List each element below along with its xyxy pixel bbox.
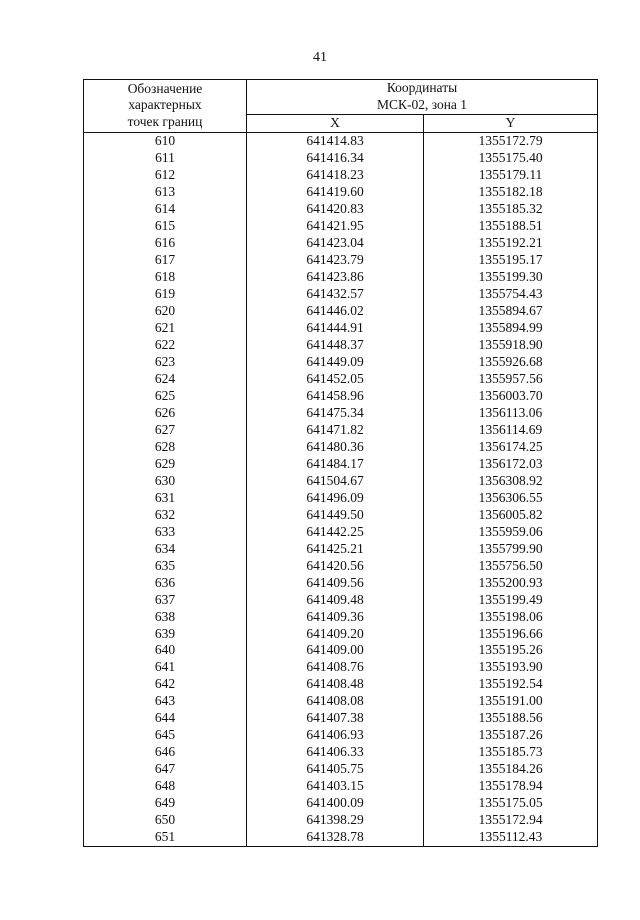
y-coordinate-cell: 1355959.06 (424, 524, 598, 541)
x-coordinate-cell: 641405.75 (247, 761, 424, 778)
point-number-cell: 643 (84, 693, 247, 710)
table-row (84, 609, 598, 626)
x-coordinate-cell: 641407.38 (247, 710, 424, 727)
point-number-cell: 616 (84, 235, 247, 252)
point-number-cell: 627 (84, 422, 247, 439)
y-coordinate-cell: 1355188.51 (424, 218, 598, 235)
y-coordinate-cell: 1355926.68 (424, 354, 598, 371)
x-coordinate-cell: 641423.86 (247, 269, 424, 286)
table-row (84, 337, 598, 354)
x-coordinate-cell: 641442.25 (247, 524, 424, 541)
x-coordinate-cell: 641416.34 (247, 150, 424, 167)
y-coordinate-cell: 1355199.30 (424, 269, 598, 286)
y-coordinate-cell: 1355799.90 (424, 541, 598, 558)
header-y: Y (424, 114, 598, 132)
point-number-cell: 644 (84, 710, 247, 727)
x-coordinate-cell: 641449.50 (247, 507, 424, 524)
y-coordinate-cell: 1355894.99 (424, 320, 598, 337)
y-coordinate-cell: 1355200.93 (424, 575, 598, 592)
y-coordinate-cell: 1355196.66 (424, 626, 598, 643)
point-number-cell: 638 (84, 609, 247, 626)
y-coordinate-cell: 1355756.50 (424, 558, 598, 575)
point-number-cell: 646 (84, 744, 247, 761)
point-number-cell: 633 (84, 524, 247, 541)
y-coordinate-cell: 1355195.26 (424, 642, 598, 659)
y-coordinate-cell: 1355112.43 (424, 829, 598, 846)
point-number-cell: 619 (84, 286, 247, 303)
x-coordinate-cell: 641409.36 (247, 609, 424, 626)
x-coordinate-cell: 641408.76 (247, 659, 424, 676)
table-row (84, 524, 598, 541)
header-coordinates-line: МСК-02, зона 1 (376, 96, 468, 112)
table-row (84, 473, 598, 490)
y-coordinate-cell: 1355191.00 (424, 693, 598, 710)
table-row (84, 541, 598, 558)
point-number-cell: 641 (84, 659, 247, 676)
x-coordinate-cell: 641409.20 (247, 626, 424, 643)
point-number-cell: 615 (84, 218, 247, 235)
header-point-line: характерных (128, 97, 202, 113)
x-coordinate-cell: 641432.57 (247, 286, 424, 303)
x-coordinate-cell: 641448.37 (247, 337, 424, 354)
point-number-cell: 634 (84, 541, 247, 558)
point-number-cell: 614 (84, 201, 247, 218)
header-x: X (247, 114, 424, 132)
y-coordinate-cell: 1355198.06 (424, 609, 598, 626)
table-row (84, 490, 598, 507)
x-coordinate-cell: 641444.91 (247, 320, 424, 337)
table-row (84, 218, 598, 235)
table-row (84, 812, 598, 829)
y-coordinate-cell: 1355175.40 (424, 150, 598, 167)
x-coordinate-cell: 641408.48 (247, 676, 424, 693)
y-coordinate-cell: 1355185.73 (424, 744, 598, 761)
header-coordinates (247, 80, 598, 115)
y-coordinate-cell: 1355192.54 (424, 676, 598, 693)
point-number-cell: 635 (84, 558, 247, 575)
point-number-cell: 628 (84, 439, 247, 456)
table-row (84, 761, 598, 778)
point-number-cell: 648 (84, 778, 247, 795)
x-coordinate-cell: 641414.83 (247, 132, 424, 149)
header-point-line: точек границ (127, 114, 203, 130)
table-row (84, 252, 598, 269)
table-row (84, 150, 598, 167)
y-coordinate-cell: 1355195.17 (424, 252, 598, 269)
y-coordinate-cell: 1355193.90 (424, 659, 598, 676)
y-coordinate-cell: 1356114.69 (424, 422, 598, 439)
header-coordinates-line: Координаты (386, 80, 458, 95)
x-coordinate-cell: 641403.15 (247, 778, 424, 795)
point-number-cell: 612 (84, 167, 247, 184)
y-coordinate-cell: 1355172.79 (424, 132, 598, 149)
point-number-cell: 621 (84, 320, 247, 337)
y-coordinate-cell: 1355957.56 (424, 371, 598, 388)
point-number-cell: 626 (84, 405, 247, 422)
point-number-cell: 651 (84, 829, 247, 846)
x-coordinate-cell: 641452.05 (247, 371, 424, 388)
x-coordinate-cell: 641409.00 (247, 642, 424, 659)
table-row (84, 388, 598, 405)
point-number-cell: 620 (84, 303, 247, 320)
x-coordinate-cell: 641409.48 (247, 592, 424, 609)
y-coordinate-cell: 1355918.90 (424, 337, 598, 354)
x-coordinate-cell: 641418.23 (247, 167, 424, 184)
table-row (84, 778, 598, 795)
x-coordinate-cell: 641406.33 (247, 744, 424, 761)
y-coordinate-cell: 1355184.26 (424, 761, 598, 778)
x-coordinate-cell: 641420.83 (247, 201, 424, 218)
header-row-top (84, 80, 598, 115)
y-coordinate-cell: 1356306.55 (424, 490, 598, 507)
y-coordinate-cell: 1355179.11 (424, 167, 598, 184)
y-coordinate-cell: 1355178.94 (424, 778, 598, 795)
y-coordinate-cell: 1355182.18 (424, 184, 598, 201)
x-coordinate-cell: 641420.56 (247, 558, 424, 575)
y-coordinate-cell: 1356005.82 (424, 507, 598, 524)
x-coordinate-cell: 641480.36 (247, 439, 424, 456)
point-number-cell: 611 (84, 150, 247, 167)
point-number-cell: 624 (84, 371, 247, 388)
table-row (84, 286, 598, 303)
table-row (84, 558, 598, 575)
x-coordinate-cell: 641504.67 (247, 473, 424, 490)
x-coordinate-cell: 641406.93 (247, 727, 424, 744)
x-coordinate-cell: 641484.17 (247, 456, 424, 473)
point-number-cell: 645 (84, 727, 247, 744)
point-number-cell: 623 (84, 354, 247, 371)
x-coordinate-cell: 641419.60 (247, 184, 424, 201)
table-row (84, 439, 598, 456)
table-row (84, 132, 598, 149)
x-coordinate-cell: 641496.09 (247, 490, 424, 507)
point-number-cell: 617 (84, 252, 247, 269)
y-coordinate-cell: 1355188.56 (424, 710, 598, 727)
x-coordinate-cell: 641421.95 (247, 218, 424, 235)
table-row (84, 676, 598, 693)
x-coordinate-cell: 641423.04 (247, 235, 424, 252)
table-row (84, 575, 598, 592)
table-row (84, 727, 598, 744)
y-coordinate-cell: 1356308.92 (424, 473, 598, 490)
table-row (84, 507, 598, 524)
table-row (84, 829, 598, 846)
table-row (84, 744, 598, 761)
point-number-cell: 649 (84, 795, 247, 812)
x-coordinate-cell: 641458.96 (247, 388, 424, 405)
point-number-cell: 610 (84, 132, 247, 149)
y-coordinate-cell: 1355894.67 (424, 303, 598, 320)
x-coordinate-cell: 641400.09 (247, 795, 424, 812)
point-number-cell: 639 (84, 626, 247, 643)
point-number-cell: 622 (84, 337, 247, 354)
point-number-cell: 647 (84, 761, 247, 778)
table-row (84, 456, 598, 473)
table-row (84, 659, 598, 676)
y-coordinate-cell: 1356172.03 (424, 456, 598, 473)
table-row (84, 422, 598, 439)
table-row (84, 354, 598, 371)
y-coordinate-cell: 1355187.26 (424, 727, 598, 744)
table-row (84, 710, 598, 727)
table-row (84, 303, 598, 320)
y-coordinate-cell: 1355175.05 (424, 795, 598, 812)
table-header (84, 80, 598, 133)
y-coordinate-cell: 1356113.06 (424, 405, 598, 422)
x-coordinate-cell: 641471.82 (247, 422, 424, 439)
table-row (84, 167, 598, 184)
point-number-cell: 618 (84, 269, 247, 286)
x-coordinate-cell: 641328.78 (247, 829, 424, 846)
coordinates-table (83, 79, 598, 847)
x-coordinate-cell: 641423.79 (247, 252, 424, 269)
point-number-cell: 636 (84, 575, 247, 592)
point-number-cell: 629 (84, 456, 247, 473)
table-row (84, 405, 598, 422)
header-point-line: Обозначение (127, 80, 203, 96)
point-number-cell: 642 (84, 676, 247, 693)
table-row (84, 371, 598, 388)
point-number-cell: 632 (84, 507, 247, 524)
y-coordinate-cell: 1355199.49 (424, 592, 598, 609)
y-coordinate-cell: 1355754.43 (424, 286, 598, 303)
table-row (84, 320, 598, 337)
y-coordinate-cell: 1355192.21 (424, 235, 598, 252)
table-row (84, 693, 598, 710)
x-coordinate-cell: 641409.56 (247, 575, 424, 592)
table-row (84, 184, 598, 201)
table-row (84, 592, 598, 609)
point-number-cell: 650 (84, 812, 247, 829)
table-row (84, 642, 598, 659)
x-coordinate-cell: 641446.02 (247, 303, 424, 320)
table-row (84, 269, 598, 286)
table-row (84, 235, 598, 252)
x-coordinate-cell: 641449.09 (247, 354, 424, 371)
y-coordinate-cell: 1355185.32 (424, 201, 598, 218)
point-number-cell: 631 (84, 490, 247, 507)
x-coordinate-cell: 641425.21 (247, 541, 424, 558)
table-row (84, 201, 598, 218)
point-number-cell: 613 (84, 184, 247, 201)
x-coordinate-cell: 641408.08 (247, 693, 424, 710)
x-coordinate-cell: 641475.34 (247, 405, 424, 422)
point-number-cell: 625 (84, 388, 247, 405)
table-body (84, 132, 598, 846)
point-number-cell: 637 (84, 592, 247, 609)
point-number-cell: 640 (84, 642, 247, 659)
header-point-designation (84, 80, 247, 133)
y-coordinate-cell: 1356003.70 (424, 388, 598, 405)
page-number: 41 (313, 50, 327, 65)
table-row (84, 626, 598, 643)
y-coordinate-cell: 1356174.25 (424, 439, 598, 456)
point-number-cell: 630 (84, 473, 247, 490)
y-coordinate-cell: 1355172.94 (424, 812, 598, 829)
x-coordinate-cell: 641398.29 (247, 812, 424, 829)
table-row (84, 795, 598, 812)
